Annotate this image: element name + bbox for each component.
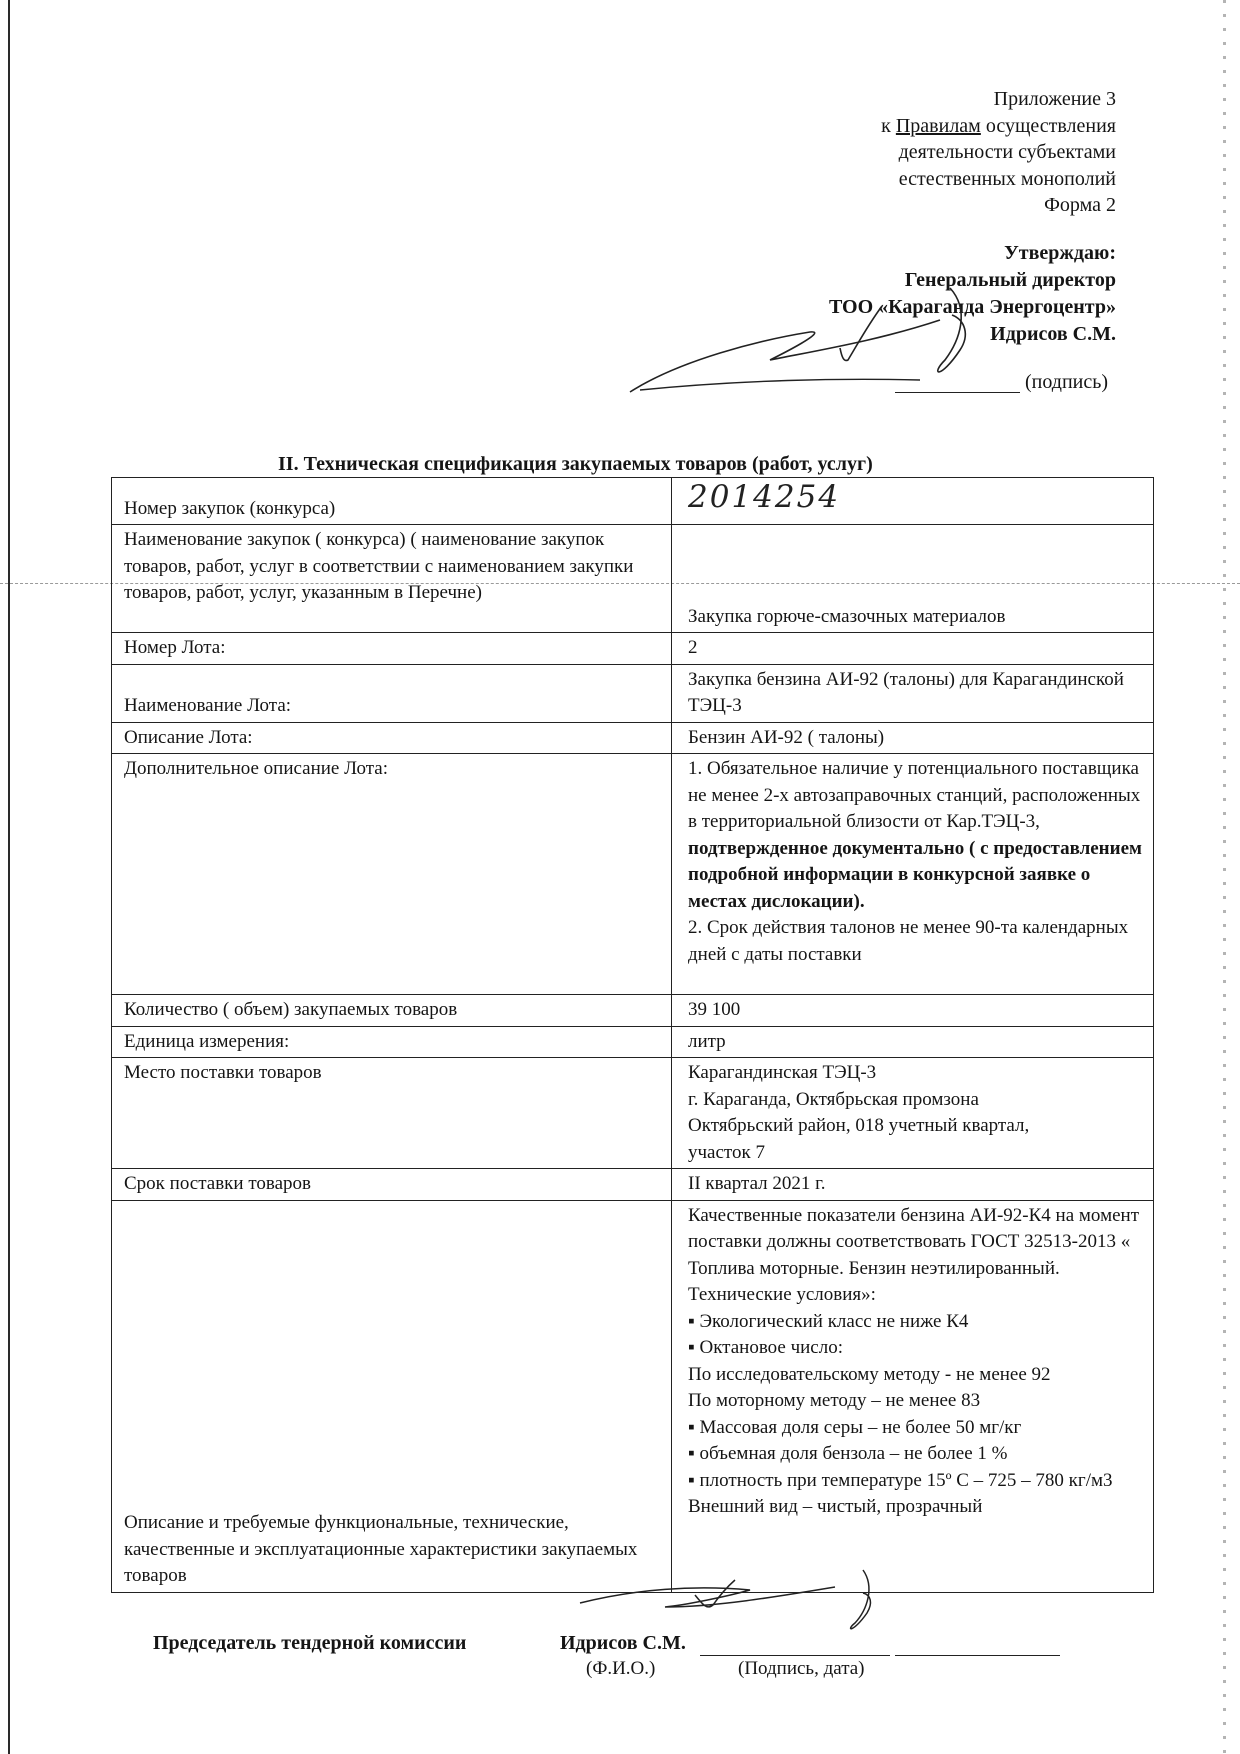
appendix-line-2: к Правилам осуществления <box>881 114 1116 137</box>
footer-fio-label: (Ф.И.О.) <box>586 1658 656 1679</box>
table-row-unit <box>112 1026 1154 1058</box>
place-value <box>672 1058 1154 1169</box>
place-line-3: Октябрьский район, 018 учетный квартал, <box>688 1115 1030 1136</box>
extra-desc-p1: 1. Обязательное наличие у потенциального поставщика не менее 2-х автозаправочных станций, расположенных в территориальной близости от Кар.ТЭЦ-3, <box>688 758 1141 832</box>
term-value: II квартал 2021 г. <box>672 1169 1154 1201</box>
purchase-name-value: Закупка горюче-смазочных материалов <box>672 525 1154 633</box>
appendix-line-4: естественных монополий <box>898 167 1116 190</box>
spec-intro: Качественные показатели бензина АИ-92-К4 на момент поставки должны соответствовать ГОСТ 32513-2013 « Топлива моторные. Бензин неэтилированный. Технические условия»: <box>688 1204 1139 1305</box>
spec-value <box>672 1200 1154 1592</box>
unit-label: Единица измерения: <box>112 1026 672 1058</box>
lot-name-label: Наименование Лота: <box>112 664 672 722</box>
table-row-lot-name <box>112 664 1154 722</box>
extra-desc-p1-bold: подтвержденное документально ( с предоставлением подробной информации в конкурсной заявке о местах дислокации). <box>688 837 1142 912</box>
purchase-number-label: Номер закупок (конкурса) <box>112 478 672 525</box>
spec-item-sulfur: ▪ Массовая доля серы – не более 50 мг/кг <box>688 1416 1022 1438</box>
table-row-purchase-number <box>112 478 1154 525</box>
appendix-line-3: деятельности субъектами <box>898 141 1116 163</box>
term-label: Срок поставки товаров <box>112 1169 672 1201</box>
approval-signature-label: (подпись) <box>1025 371 1109 393</box>
spec-item-appearance: Внешний вид – чистый, прозрачный <box>688 1496 983 1517</box>
table-row-extra-desc <box>112 754 1154 995</box>
footer-handwritten-signature <box>575 1565 935 1635</box>
approval-handwritten-signature <box>620 280 1040 410</box>
quantity-label: Количество ( объем) закупаемых товаров <box>112 995 672 1027</box>
unit-value: литр <box>672 1026 1154 1058</box>
approval-position: Генеральный директор <box>904 269 1116 291</box>
table-row-lot-desc <box>112 722 1154 754</box>
lot-desc-value: Бензин АИ-92 ( талоны) <box>672 722 1154 754</box>
lot-name-value: Закупка бензина АИ-92 (талоны) для Карагандинской ТЭЦ-3 <box>672 664 1154 722</box>
extra-desc-value <box>672 754 1154 995</box>
table-row-purchase-name <box>112 525 1154 633</box>
table-row-spec <box>112 1200 1154 1592</box>
spec-item-octane-motor: По моторному методу – не менее 83 <box>688 1390 981 1411</box>
purchase-number-value <box>672 478 1154 525</box>
spec-item-eco-class: ▪ Экологический класс не ниже К4 <box>688 1310 969 1332</box>
table-row-term <box>112 1169 1154 1201</box>
spec-item-density: ▪ плотность при температуре 15º С – 725 – 780 кг/м3 <box>688 1469 1113 1491</box>
approval-heading: Утверждаю: <box>1004 242 1116 264</box>
lot-number-label: Номер Лота: <box>112 633 672 665</box>
spec-item-octane-research: По исследовательскому методу - не менее 92 <box>688 1363 1051 1385</box>
scan-edge-left <box>8 0 10 1754</box>
spec-label: Описание и требуемые функциональные, технические, качественные и эксплуатационные характеристики закупаемых товаров <box>112 1200 672 1592</box>
footer-date-line <box>895 1655 1060 1656</box>
place-line-2: г. Караганда, Октябрьская промзона <box>688 1088 979 1110</box>
table-row-quantity <box>112 995 1154 1027</box>
approval-company: ТОО «Караганда Энергоцентр» <box>828 296 1116 318</box>
appendix-line-1: Приложение 3 <box>993 88 1116 110</box>
approval-name: Идрисов С.М. <box>990 323 1116 345</box>
place-line-1: Карагандинская ТЭЦ-3 <box>688 1062 877 1083</box>
technical-spec-table <box>111 477 1154 1593</box>
section-title: II. Техническая спецификация закупаемых товаров (работ, услуг) <box>278 453 873 475</box>
extra-desc-p2: 2. Срок действия талонов не менее 90-та календарных дней с даты поставки <box>688 917 1129 965</box>
table-row-lot-number <box>112 633 1154 665</box>
appendix-block <box>881 86 1116 219</box>
place-line-4: участок 7 <box>688 1141 765 1163</box>
extra-desc-label: Дополнительное описание Лота: <box>112 754 672 995</box>
footer-signature-line <box>700 1655 890 1656</box>
footer-signature-date-label: (Подпись, дата) <box>738 1658 865 1679</box>
lot-desc-label: Описание Лота: <box>112 722 672 754</box>
purchase-name-label: Наименование закупок ( конкурса) ( наименование закупок товаров, работ, услуг в соответствии с наименованием закупки товаров, работ, услуг, указанным в Перечне) <box>112 525 672 633</box>
place-label: Место поставки товаров <box>112 1058 672 1169</box>
footer-commission-chair: Председатель тендерной комиссии <box>153 1632 467 1654</box>
quantity-value: 39 100 <box>672 995 1154 1027</box>
appendix-line-5: Форма 2 <box>1044 194 1116 216</box>
spec-item-octane: ▪ Октановое число: <box>688 1337 843 1358</box>
handwritten-purchase-number: 2014254 <box>688 479 841 515</box>
lot-number-value: 2 <box>672 633 1154 665</box>
scan-edge-right <box>1223 0 1226 1754</box>
footer-chair-name: Идрисов С.М. <box>560 1632 686 1654</box>
spec-item-benzene: ▪ объемная доля бензола – не более 1 % <box>688 1443 1008 1464</box>
table-row-place <box>112 1058 1154 1169</box>
rules-link: Правилам <box>895 114 981 137</box>
